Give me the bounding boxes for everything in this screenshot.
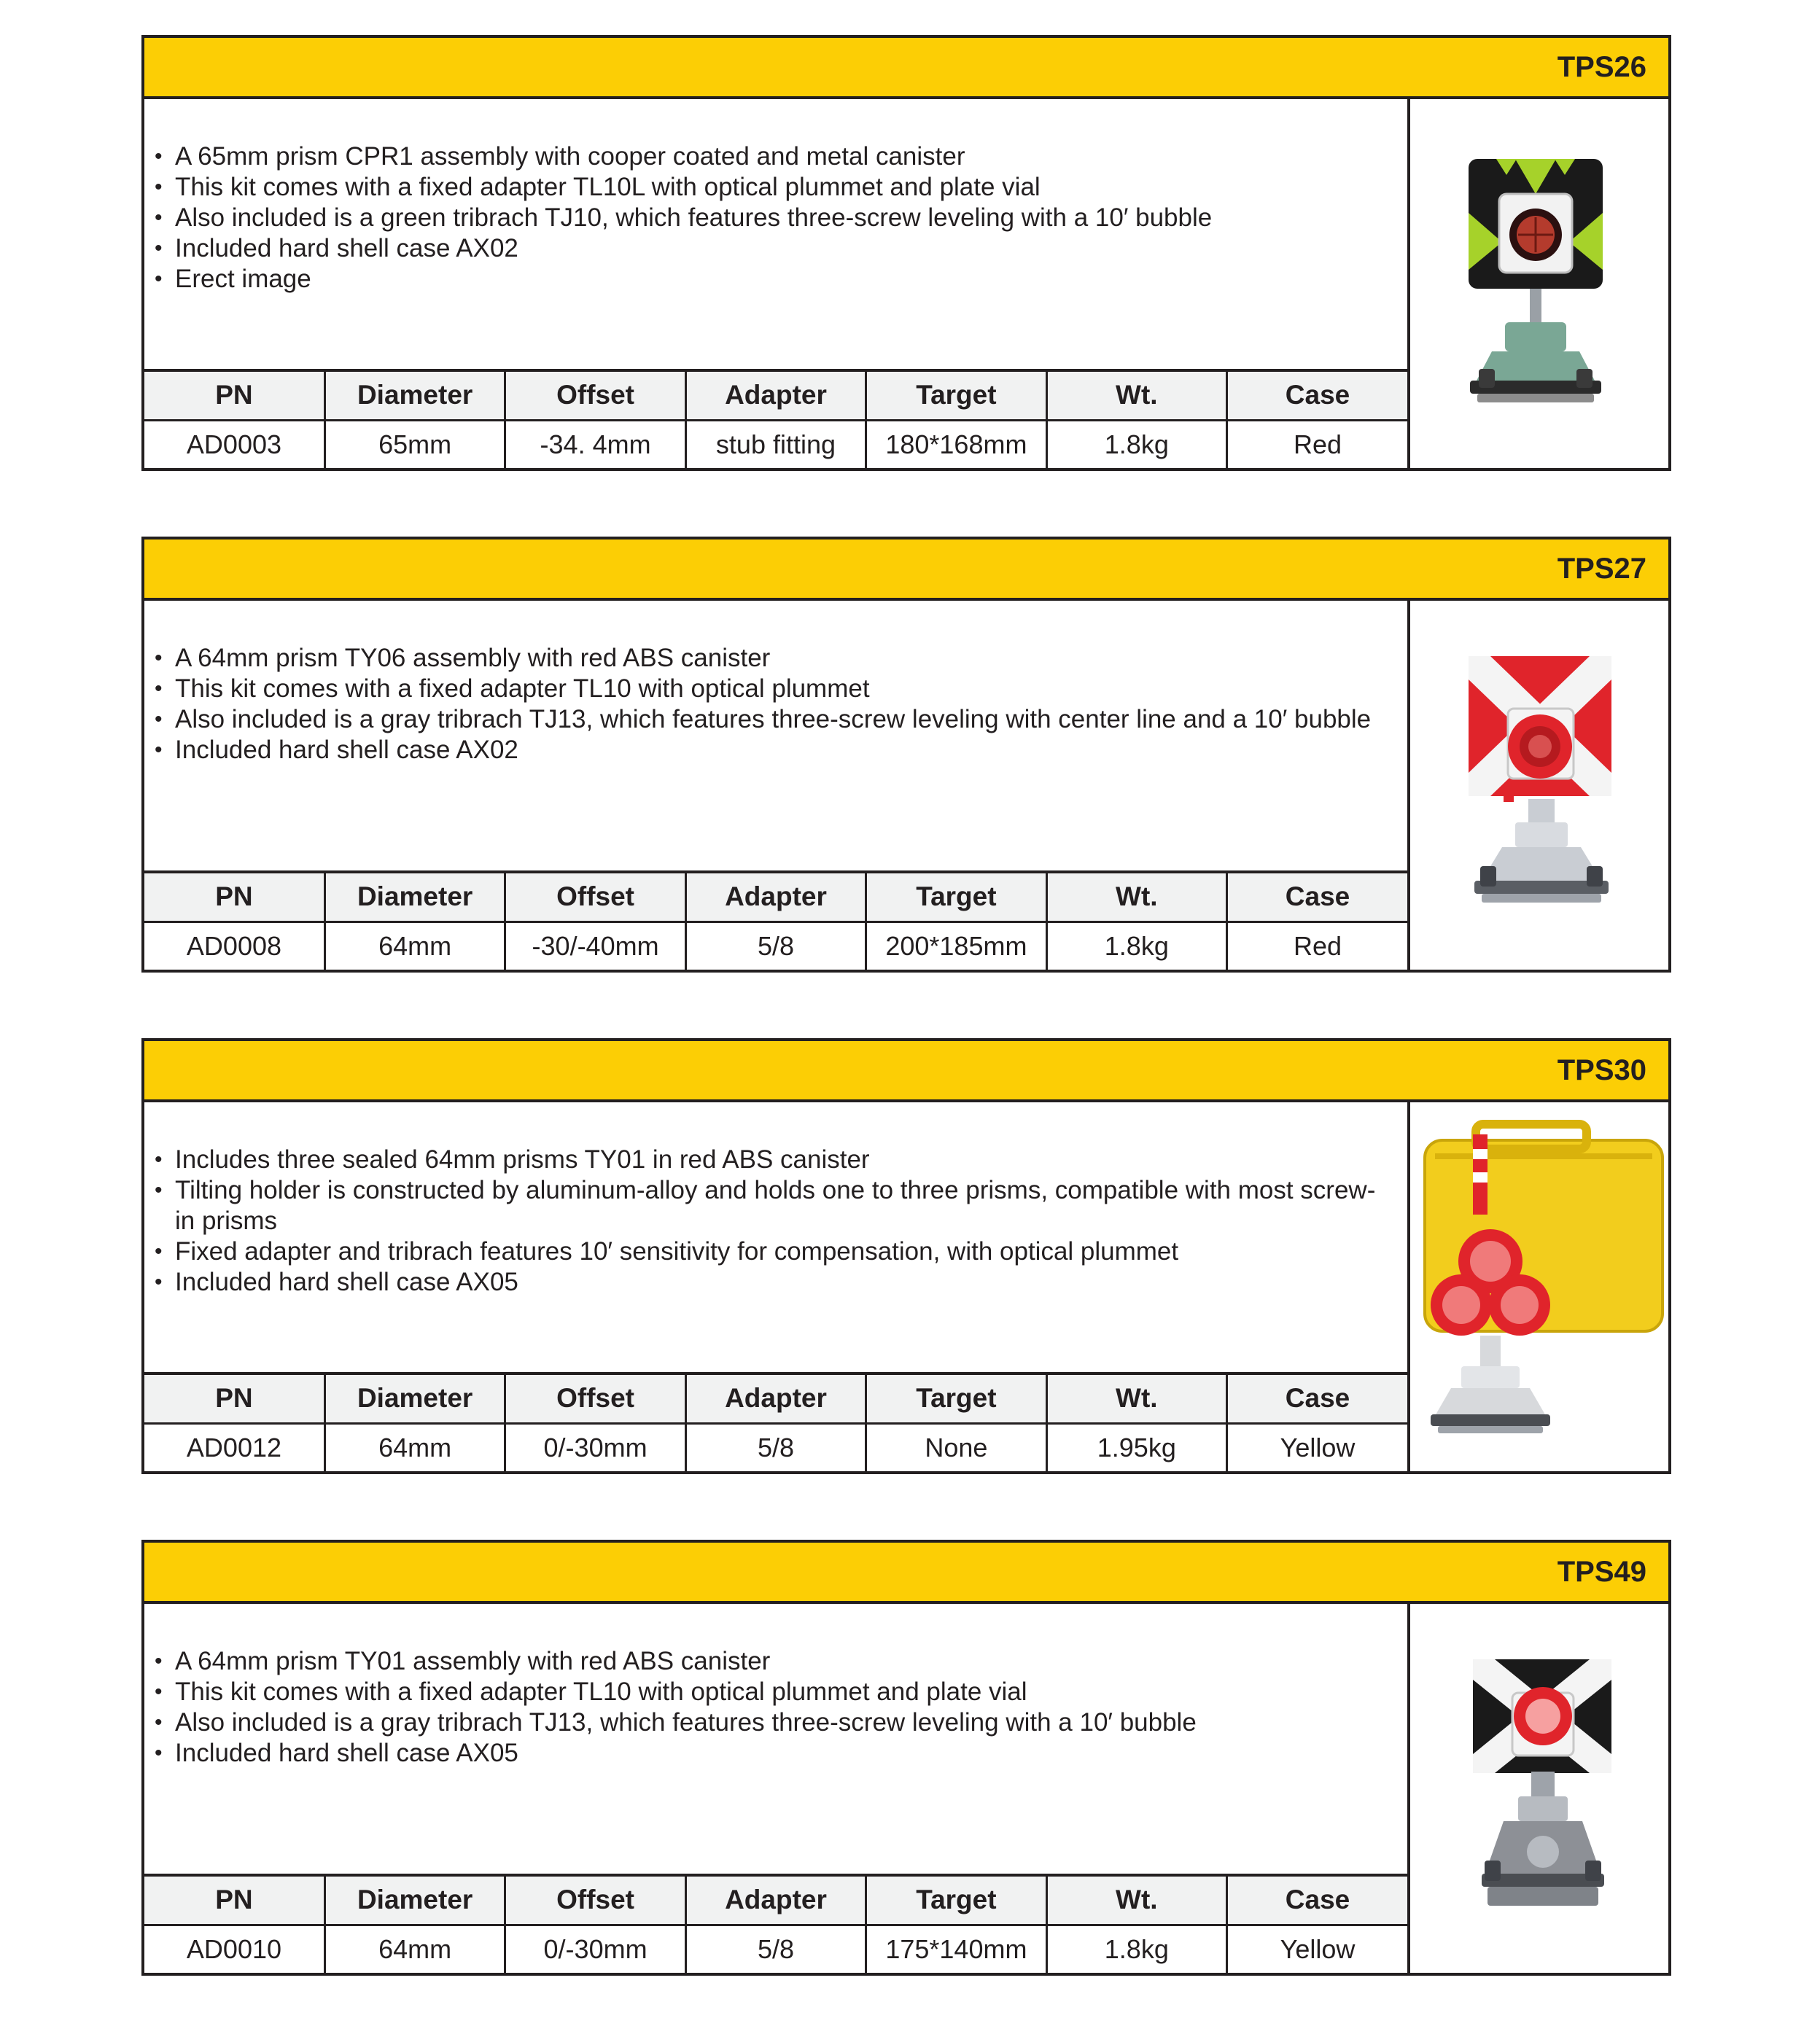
column-header-case: Case [1227,872,1407,922]
column-header-adapter: Adapter [685,370,866,420]
spec-pn: AD0012 [186,1433,282,1462]
feature-item: • Fixed adapter and tribrach features 10′ sensitivity for compensation, with optical plummet [155,1236,1394,1267]
spec-adapter: 5/8 [685,922,866,970]
feature-item: • Erect image [155,264,1394,295]
card-header [144,1041,1668,1102]
spec-header-row [144,872,1407,922]
feature-item: • Also included is a green tribrach TJ10, which features three-screw leveling with a 10′ bubble [155,203,1394,233]
spec-header-row [144,1875,1407,1925]
spec-adapter: 5/8 [685,1925,866,1974]
card-body [144,601,1410,970]
product-photo [1410,99,1668,468]
spec-diameter: 65mm [324,420,505,469]
spec-offset: 0/-30mm [505,1925,685,1974]
spec-row [144,1423,1407,1472]
product-title: TPS26 [1557,51,1646,83]
product-card-tps49 [141,1540,1671,1976]
product-card-tps26 [141,35,1671,471]
feature-item: • This kit comes with a fixed adapter TL10 with optical plummet [155,674,1394,704]
spec-row [144,420,1407,469]
feature-item: • Also included is a gray tribrach TJ13, which features three-screw leveling with center line and a 10′ bubble [155,704,1394,735]
column-header-pn: PN [215,1885,253,1915]
column-header-offset: Offset [505,370,685,420]
column-header-case: Case [1227,1374,1407,1423]
feature-item: • Tilting holder is constructed by aluminum-alloy and holds one to three prisms, compatible with most screw-in prisms [155,1175,1394,1236]
column-header-adapter: Adapter [685,1374,866,1423]
column-header-diameter: Diameter [324,872,505,922]
column-header-offset: Offset [505,1374,685,1423]
product-photo [1410,1102,1668,1471]
feature-item: • Included hard shell case AX02 [155,233,1394,264]
column-header-diameter: Diameter [324,1374,505,1423]
feature-list [155,1646,1394,1769]
column-header-offset: Offset [505,872,685,922]
column-header-offset: Offset [505,1875,685,1925]
spec-pn: AD0010 [186,1934,282,1964]
spec-offset: -30/-40mm [505,922,685,970]
card-body [144,1102,1410,1471]
feature-item: • Includes three sealed 64mm prisms TY01 in red ABS canister [155,1145,1394,1175]
spec-row [144,922,1407,970]
spec-diameter: 64mm [324,922,505,970]
column-header-case: Case [1227,370,1407,420]
spec-table [144,1874,1407,1974]
spec-weight: 1.8kg [1046,420,1226,469]
column-header-weight: Wt. [1046,872,1226,922]
feature-item: • A 65mm prism CPR1 assembly with cooper coated and metal canister [155,141,1394,172]
spec-target: 175*140mm [866,1925,1046,1974]
column-header-case: Case [1227,1875,1407,1925]
column-header-diameter: Diameter [324,1875,505,1925]
product-title: TPS30 [1557,1054,1646,1086]
spec-offset: 0/-30mm [505,1423,685,1472]
spec-diameter: 64mm [324,1925,505,1974]
prism-kit-red-white-icon [1410,601,1668,970]
spec-table [144,870,1407,970]
prism-kit-black-green-icon [1410,99,1668,468]
column-header-target: Target [866,370,1046,420]
feature-item: • Included hard shell case AX05 [155,1738,1394,1769]
feature-item: • This kit comes with a fixed adapter TL10 with optical plummet and plate vial [155,1677,1394,1707]
column-header-adapter: Adapter [685,872,866,922]
feature-item: • Also included is a gray tribrach TJ13, which features three-screw leveling with a 10′ bubble [155,1707,1394,1738]
spec-table [144,369,1407,469]
card-header [144,38,1668,99]
spec-row [144,1925,1407,1974]
feature-item: • A 64mm prism TY06 assembly with red ABS canister [155,643,1394,674]
spec-adapter: 5/8 [685,1423,866,1472]
product-title: TPS49 [1557,1556,1646,1588]
column-header-pn: PN [215,1383,253,1414]
column-header-target: Target [866,872,1046,922]
feature-item: • Included hard shell case AX05 [155,1267,1394,1298]
spec-header-row [144,1374,1407,1423]
column-header-weight: Wt. [1046,1875,1226,1925]
spec-weight: 1.8kg [1046,1925,1226,1974]
column-header-pn: PN [215,380,253,410]
spec-table [144,1372,1407,1472]
product-card-tps30 [141,1038,1671,1474]
feature-item: • Included hard shell case AX02 [155,735,1394,765]
column-header-weight: Wt. [1046,1374,1226,1423]
column-header-pn: PN [215,881,253,912]
spec-target: 180*168mm [866,420,1046,469]
spec-offset: -34. 4mm [505,420,685,469]
column-header-weight: Wt. [1046,370,1226,420]
card-header [144,1543,1668,1604]
spec-case: Red [1227,922,1407,970]
column-header-target: Target [866,1875,1046,1925]
spec-case: Red [1227,420,1407,469]
card-header [144,539,1668,601]
spec-adapter: stub fitting [685,420,866,469]
column-header-target: Target [866,1374,1046,1423]
spec-pn: AD0008 [186,931,282,961]
feature-list [155,141,1394,295]
card-body [144,1604,1410,1973]
product-photo [1410,601,1668,970]
feature-item: • A 64mm prism TY01 assembly with red ABS canister [155,1646,1394,1677]
spec-target: None [866,1423,1046,1472]
spec-case: Yellow [1227,1925,1407,1974]
spec-case: Yellow [1227,1423,1407,1472]
spec-weight: 1.8kg [1046,922,1226,970]
column-header-diameter: Diameter [324,370,505,420]
product-card-tps27 [141,537,1671,973]
prism-kit-black-white-icon [1410,1604,1668,1973]
spec-pn: AD0003 [186,429,282,459]
spec-weight: 1.95kg [1046,1423,1226,1472]
spec-diameter: 64mm [324,1423,505,1472]
column-header-adapter: Adapter [685,1875,866,1925]
card-body [144,99,1410,468]
product-title: TPS27 [1557,553,1646,585]
spec-header-row [144,370,1407,420]
feature-list [155,643,1394,765]
triple-prism-yellow-case-icon [1410,1102,1668,1471]
feature-list [155,1145,1394,1298]
product-photo [1410,1604,1668,1973]
spec-target: 200*185mm [866,922,1046,970]
feature-item: • This kit comes with a fixed adapter TL10L with optical plummet and plate vial [155,172,1394,203]
